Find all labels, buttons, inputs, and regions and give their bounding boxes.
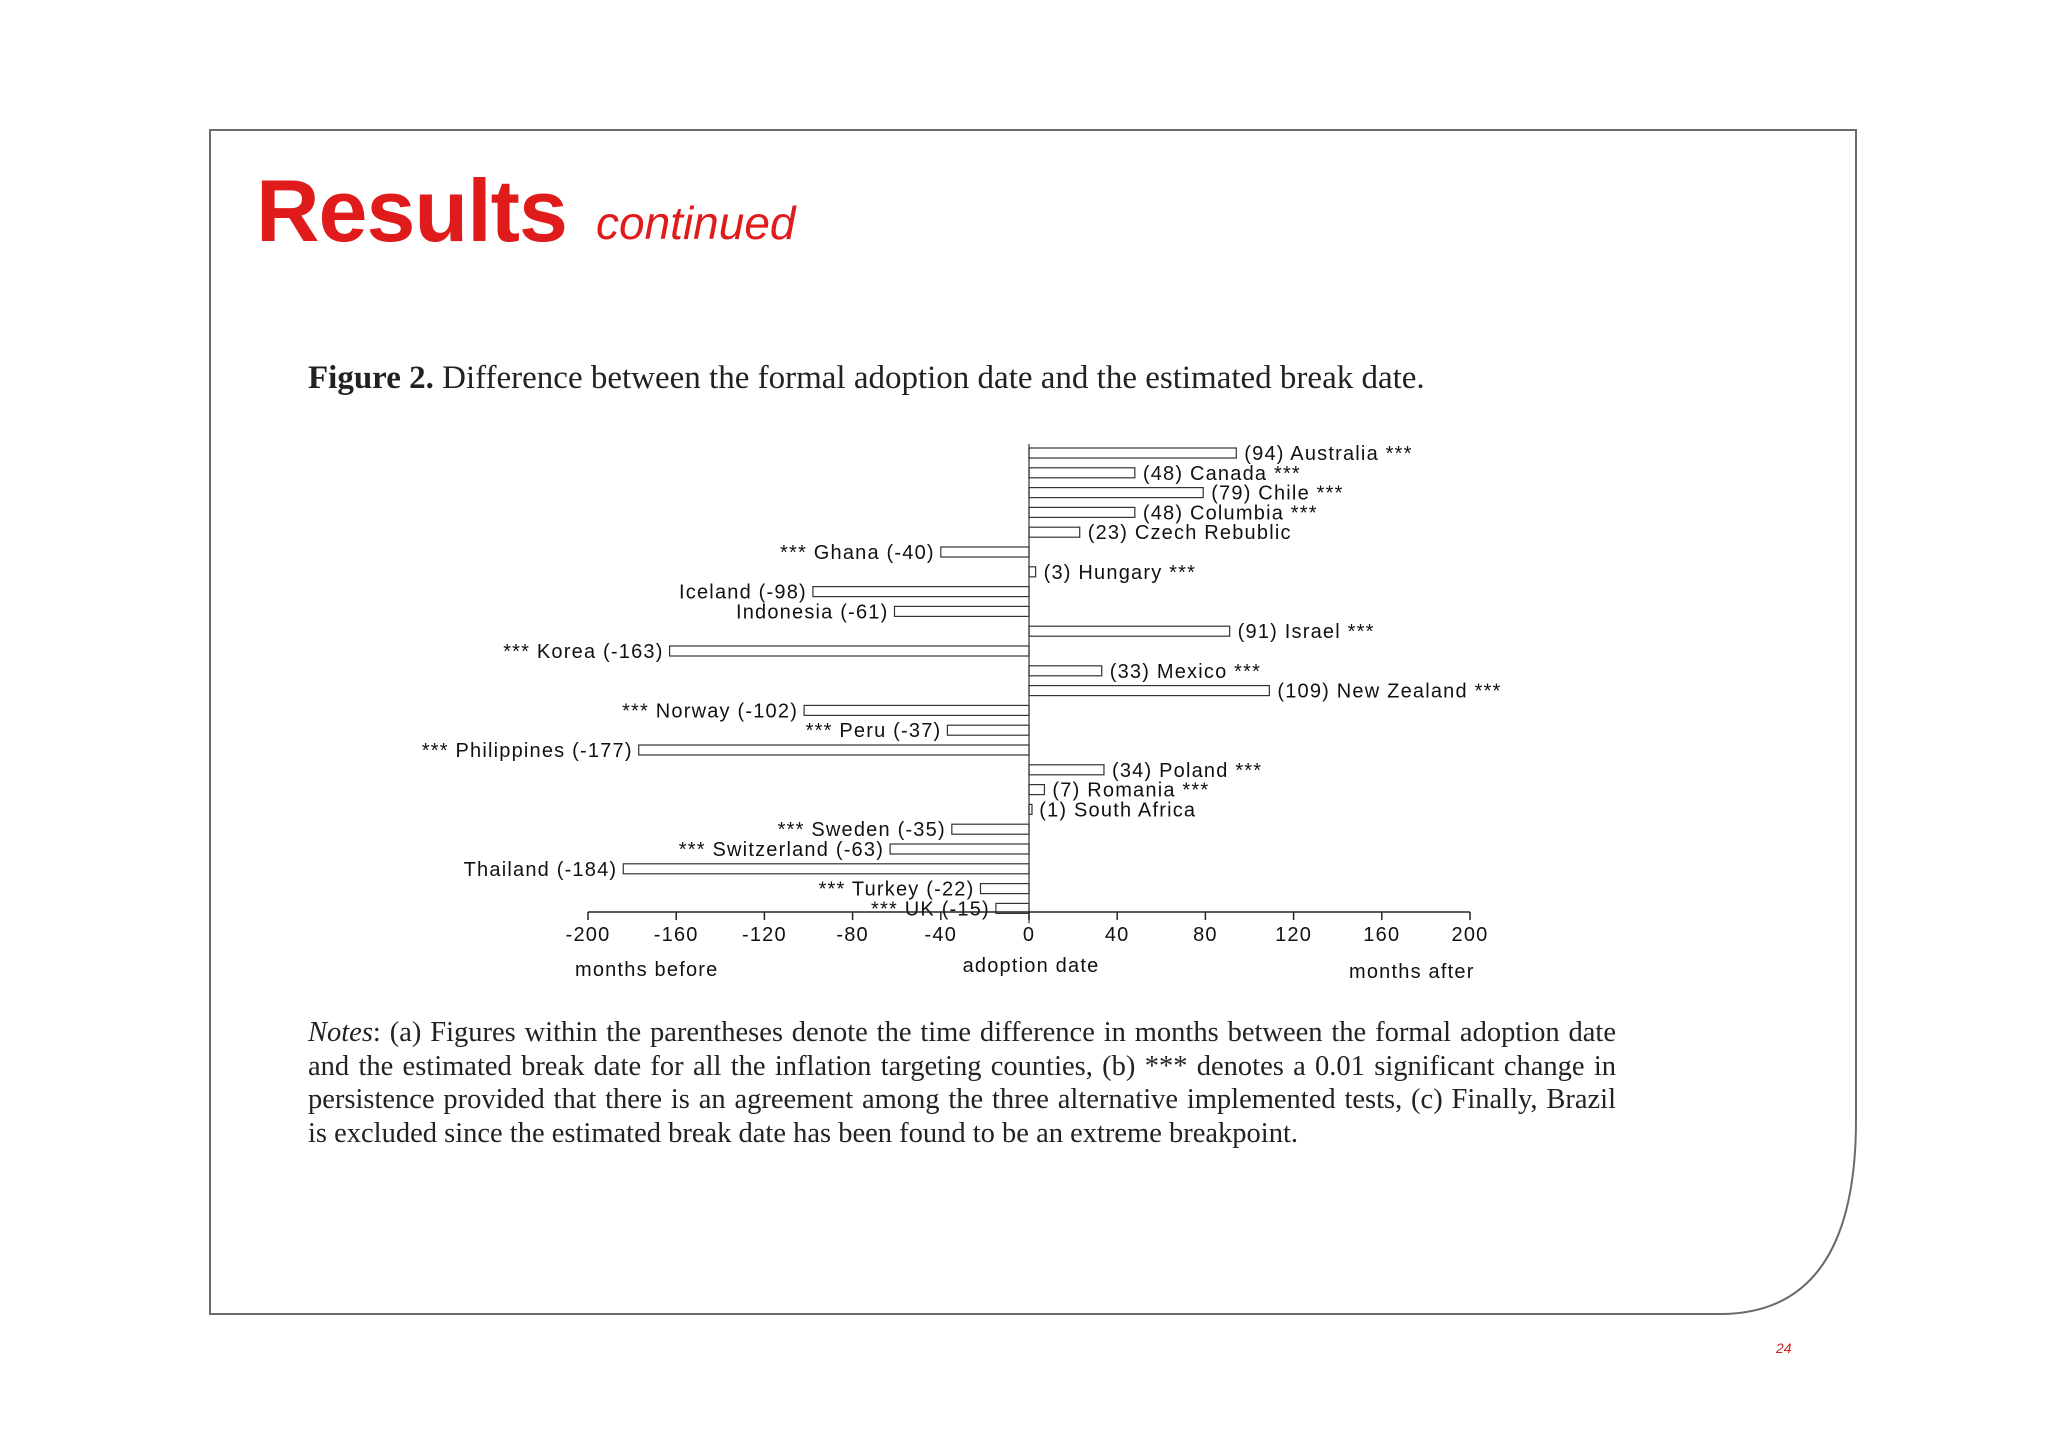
x-axis-label-center: adoption date <box>962 955 1100 977</box>
bar-label-ghana: *** Ghana (-40) <box>780 542 935 564</box>
x-tick-label: -160 <box>653 924 699 946</box>
bar-label-turkey: *** Turkey (-22) <box>818 878 975 901</box>
bar-label-mexico: (33) Mexico *** <box>1109 660 1262 683</box>
bar-korea <box>670 646 1029 656</box>
bar-peru <box>947 725 1029 735</box>
bar-indonesia <box>894 606 1029 616</box>
x-tick-label: 0 <box>1022 924 1036 946</box>
bar-israel <box>1029 626 1230 636</box>
figure-caption-label: Figure 2. <box>308 360 434 396</box>
bar-czech-rebublic <box>1029 527 1080 537</box>
bar-turkey <box>980 884 1029 894</box>
bar-sweden <box>952 824 1029 834</box>
bar-label-indonesia: Indonesia (-61) <box>735 601 889 624</box>
bar-new-zealand <box>1029 686 1269 696</box>
bar-label-philippines: *** Philippines (-177) <box>421 740 633 762</box>
bar-hungary <box>1029 567 1036 577</box>
bar-label-south-africa: (1) South Africa <box>1039 799 1197 822</box>
bar-columbia <box>1029 507 1135 517</box>
bar-label-czech-rebublic: (23) Czech Rebublic <box>1087 522 1292 545</box>
bar-label-australia: (94) Australia *** <box>1244 443 1413 465</box>
page-number: 24 <box>1776 1340 1792 1356</box>
figure-caption-text: Difference between the formal adoption date and the estimated break date. <box>433 360 1425 396</box>
bar-label-israel: (91) Israel *** <box>1237 621 1375 644</box>
bar-mexico <box>1029 666 1102 676</box>
notes-label: Notes <box>308 1017 373 1048</box>
x-tick-label: -40 <box>924 924 958 946</box>
bar-label-iceland: Iceland (-98) <box>679 581 807 604</box>
bar-thailand <box>623 864 1029 874</box>
x-axis-label-left: months before <box>575 959 719 981</box>
slide-subtitle: continued <box>596 197 796 249</box>
bar-label-chile: (79) Chile *** <box>1211 482 1344 505</box>
bar-canada <box>1029 468 1135 478</box>
x-tick-label: 120 <box>1275 924 1313 946</box>
slide-title: Results <box>256 161 567 260</box>
bar-label-korea: *** Korea (-163) <box>503 641 664 663</box>
bar-australia <box>1029 448 1236 458</box>
bar-label-poland: (34) Poland *** <box>1111 759 1263 782</box>
bar-label-peru: *** Peru (-37) <box>805 720 942 743</box>
bar-label-sweden: *** Sweden (-35) <box>777 819 946 842</box>
x-tick-label: 200 <box>1451 924 1489 946</box>
bar-romania <box>1029 785 1044 795</box>
bar-ghana <box>941 547 1029 557</box>
bar-chile <box>1029 488 1203 498</box>
bar-label-switzerland: *** Switzerland (-63) <box>678 839 885 861</box>
x-axis-label-right: months after <box>1349 961 1475 983</box>
notes-text: : (a) Figures within the parentheses denote the time difference in months between the formal adoption date and the estimated break date for all the inflation targeting counties, (b) *** denotes a 0.01 significant change in persistence provided that there is an agreement among the three alternative implemented tests, (c) Finally, Brazil is excluded since the estimated break date has been found to be an extreme breakpoint. <box>308 1017 1616 1149</box>
bar-label-new-zealand: (109) New Zealand *** <box>1277 680 1502 703</box>
x-tick-label: -120 <box>741 924 787 946</box>
x-tick-label: 80 <box>1193 924 1218 946</box>
bar-label-uk: *** UK (-15) <box>871 898 990 921</box>
bar-poland <box>1029 765 1104 775</box>
x-tick-label: -80 <box>836 924 869 946</box>
bar-label-thailand: Thailand (-184) <box>463 858 618 881</box>
bar-switzerland <box>890 844 1029 854</box>
bar-label-romania: (7) Romania *** <box>1052 779 1210 802</box>
x-tick-label: 40 <box>1104 924 1130 946</box>
x-tick-label: -200 <box>565 924 611 946</box>
bar-label-canada: (48) Canada *** <box>1142 462 1301 485</box>
bar-label-columbia: (48) Columbia *** <box>1142 502 1318 525</box>
bar-norway <box>804 705 1029 715</box>
figure-notes <box>308 1016 1616 1150</box>
bar-philippines <box>639 745 1029 755</box>
bar-label-norway: *** Norway (-102) <box>622 700 799 723</box>
bar-iceland <box>813 587 1029 597</box>
bar-label-hungary: (3) Hungary *** <box>1043 561 1197 584</box>
x-tick-label: 160 <box>1363 924 1401 946</box>
